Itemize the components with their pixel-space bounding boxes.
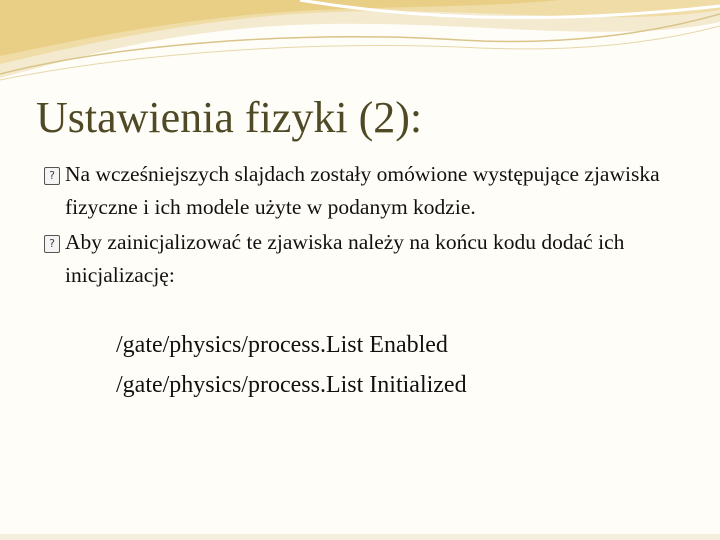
footer-band-decoration <box>0 534 720 540</box>
bullet-item <box>44 226 684 292</box>
missing-glyph-bullet-icon: ? <box>44 235 60 253</box>
bullet-item <box>44 158 684 224</box>
bullet-text: Na wcześniejszych slajdach zostały omówione występujące zjawiska fizyczne i ich modele użyte w podanym kodzie. <box>65 162 660 219</box>
missing-glyph-bullet-icon: ? <box>44 167 60 185</box>
bullet-list <box>44 158 684 294</box>
slide-title: Ustawienia fizyki (2): <box>36 93 423 142</box>
code-line: /gate/physics/process.List Initialized <box>116 372 467 398</box>
bullet-text: Aby zainicjalizować te zjawiska należy na końcu kodu dodać ich inicjalizację: <box>65 230 625 287</box>
code-line: /gate/physics/process.List Enabled <box>116 332 448 358</box>
code-block <box>116 325 467 405</box>
header-swoosh-decoration <box>0 0 720 90</box>
